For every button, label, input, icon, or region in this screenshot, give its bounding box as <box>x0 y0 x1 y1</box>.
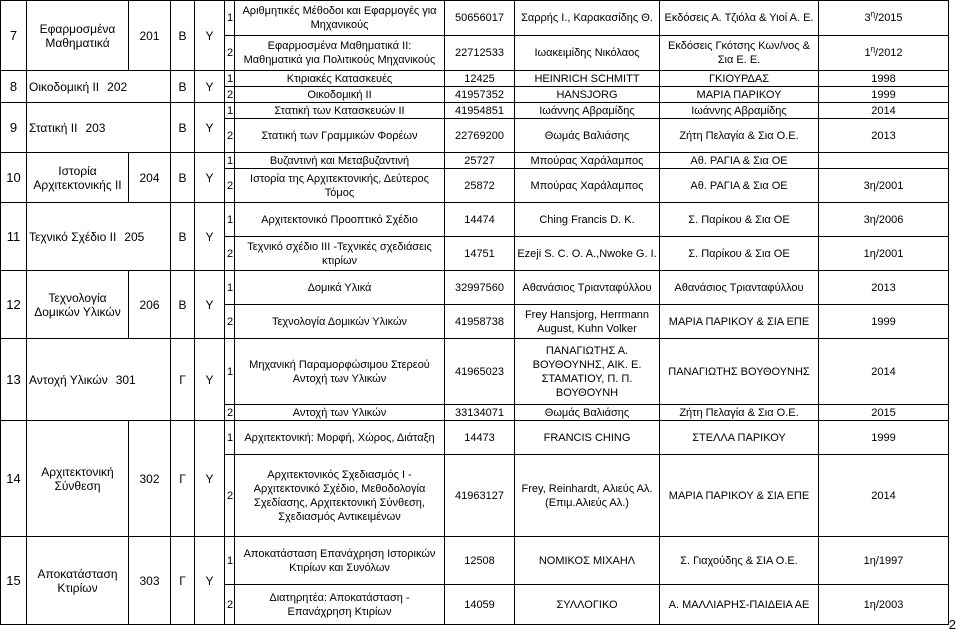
book-authors: Αθανάσιος Τριανταφύλλου <box>515 271 660 305</box>
course-code: 301 <box>115 372 136 387</box>
book-publisher: ΠΑΝΑΓΙΩΤΗΣ ΒΟΥΘΟΥΝΗΣ <box>660 339 819 405</box>
book-title: Δομικά Υλικά <box>235 271 445 305</box>
book-authors: Ezeji S. C. O. A.,Nwoke G. I. <box>515 237 660 271</box>
course-semester: Β <box>171 271 195 339</box>
book-title: Στατική των Κατασκευών ΙΙ <box>235 103 445 119</box>
book-year: 2013 <box>819 271 949 305</box>
book-publisher: Σ. Παρίκου & Σια ΟΕ <box>660 203 819 237</box>
book-edition-sup: η <box>870 9 876 19</box>
book-code: 14059 <box>445 585 515 625</box>
course-type: Υ <box>195 103 225 153</box>
book-publisher: Ιωάννης Αβραμίδης <box>660 103 819 119</box>
course-semester: Β <box>171 153 195 203</box>
book-year <box>819 36 949 71</box>
course-type: Υ <box>195 421 225 537</box>
book-authors: Θωμάς Βαλιάσης <box>515 405 660 421</box>
book-year <box>819 1 949 36</box>
course-title <box>27 103 171 153</box>
book-authors: Μπούρας Χαράλαμπος <box>515 169 660 203</box>
book-index: 2 <box>225 405 235 421</box>
book-code: 41954851 <box>445 103 515 119</box>
book-year: 3η/2001 <box>819 169 949 203</box>
book-title: Βυζαντινή και Μεταβυζαντινή <box>235 153 445 169</box>
table-row <box>1 421 949 455</box>
course-type: Υ <box>195 203 225 271</box>
book-publisher: ΓΚΙΟΥΡΔΑΣ <box>660 71 819 87</box>
book-code: 14751 <box>445 237 515 271</box>
book-code: 12425 <box>445 71 515 87</box>
book-publisher: Αθ. ΡΑΓΙΑ & Σια ΟΕ <box>660 153 819 169</box>
table-row <box>1 203 949 237</box>
book-year: 1998 <box>819 71 949 87</box>
book-year: 2014 <box>819 339 949 405</box>
book-year: 2014 <box>819 455 949 537</box>
book-code: 22769200 <box>445 119 515 153</box>
book-code: 41963127 <box>445 455 515 537</box>
course-number: 13 <box>1 339 27 421</box>
book-publisher: Αθανάσιος Τριανταφύλλου <box>660 271 819 305</box>
book-index: 2 <box>225 87 235 103</box>
book-title: Αριθμητικές Μέθοδοι και Εφαρμογές για Μηχανικούς <box>235 1 445 36</box>
book-code: 25872 <box>445 169 515 203</box>
course-type: Υ <box>195 339 225 421</box>
book-publisher: Εκδόσεις Γκότσης Κων/νος & Σια Ε. Ε. <box>660 36 819 71</box>
book-code: 22712533 <box>445 36 515 71</box>
course-type: Υ <box>195 537 225 625</box>
course-title-text: Τεχνικό Σχέδιο ΙΙ <box>29 229 117 244</box>
book-title: Μηχανική Παραμορφώσιμου Στερεού Αντοχή των Υλικών <box>235 339 445 405</box>
book-index: 2 <box>225 169 235 203</box>
book-publisher: Ζήτη Πελαγία & Σια Ο.Ε. <box>660 119 819 153</box>
book-year: 2013 <box>819 119 949 153</box>
book-title: Αρχιτεκτονικό Προοπτικό Σχέδιο <box>235 203 445 237</box>
book-edition-sup: η <box>870 44 876 54</box>
book-code: 41965023 <box>445 339 515 405</box>
book-title: Οικοδομική ΙΙ <box>235 87 445 103</box>
book-year-text: /2015 <box>875 12 903 24</box>
course-number: 15 <box>1 537 27 625</box>
course-code: 205 <box>124 229 145 244</box>
book-year: 2015 <box>819 405 949 421</box>
course-title <box>27 71 171 103</box>
book-authors: Ιωακειμίδης Νικόλαος <box>515 36 660 71</box>
book-edition: 3 <box>864 12 871 24</box>
book-index: 1 <box>225 271 235 305</box>
book-publisher: Σ. Παρίκου & Σια ΟΕ <box>660 237 819 271</box>
course-type: Υ <box>195 71 225 103</box>
course-title-text: Οικοδομική ΙΙ <box>29 79 100 94</box>
book-code: 41957352 <box>445 87 515 103</box>
course-number: 12 <box>1 271 27 339</box>
course-code: 206 <box>129 271 171 339</box>
book-publisher: ΜΑΡΙΑ ΠΑΡΙΚΟΥ & ΣΙΑ ΕΠΕ <box>660 455 819 537</box>
course-title: Τεχνολογία Δομικών Υλικών <box>27 271 129 339</box>
book-title: Διατηρητέα: Αποκατάσταση - Επανάχρηση Κτιρίων <box>235 585 445 625</box>
course-semester: Β <box>171 103 195 153</box>
book-authors: Μπούρας Χαράλαμπος <box>515 153 660 169</box>
book-year: 1η/2001 <box>819 237 949 271</box>
book-year-text: /2012 <box>875 47 903 59</box>
book-authors: HEINRICH SCHMITT <box>515 71 660 87</box>
course-semester: Β <box>171 1 195 71</box>
book-publisher: ΜΑΡΙΑ ΠΑΡΙΚΟΥ <box>660 87 819 103</box>
book-index: 2 <box>225 237 235 271</box>
course-code: 302 <box>129 421 171 537</box>
book-publisher: Ζήτη Πελαγία & Σια Ο.Ε. <box>660 405 819 421</box>
course-title <box>27 203 171 271</box>
book-code: 50656017 <box>445 1 515 36</box>
book-year <box>819 153 949 169</box>
book-index: 1 <box>225 203 235 237</box>
course-code: 202 <box>107 79 128 94</box>
book-publisher: Αθ. ΡΑΓΙΑ & Σια ΟΕ <box>660 169 819 203</box>
book-year: 1η/1997 <box>819 537 949 585</box>
book-title: Τεχνικό σχέδιο ΙΙΙ -Τεχνικές σχεδιάσεις κτιρίων <box>235 237 445 271</box>
course-semester: Γ <box>171 421 195 537</box>
course-semester: Γ <box>171 537 195 625</box>
book-index: 1 <box>225 1 235 36</box>
course-code: 204 <box>129 153 171 203</box>
book-year: 2014 <box>819 103 949 119</box>
book-title: Ιστορία της Αρχιτεκτονικής, Δεύτερος Τόμος <box>235 169 445 203</box>
course-semester: Γ <box>171 339 195 421</box>
course-title: Εφαρμοσμένα Μαθηματικά <box>27 1 129 71</box>
book-authors: ΣΥΛΛΟΓΙΚΟ <box>515 585 660 625</box>
table-row <box>1 1 949 36</box>
course-title <box>27 339 171 421</box>
book-publisher: ΜΑΡΙΑ ΠΑΡΙΚΟΥ & ΣΙΑ ΕΠΕ <box>660 305 819 339</box>
book-code: 14473 <box>445 421 515 455</box>
book-authors: HANSJORG <box>515 87 660 103</box>
book-index: 1 <box>225 537 235 585</box>
book-authors: FRANCIS CHING <box>515 421 660 455</box>
table-row <box>1 71 949 87</box>
book-index: 1 <box>225 421 235 455</box>
table-row <box>1 103 949 119</box>
book-authors: Σαρρής Ι., Καρακασίδης Θ. <box>515 1 660 36</box>
course-number: 10 <box>1 153 27 203</box>
course-title: Αποκατάσταση Κτιρίων <box>27 537 129 625</box>
book-code: 14474 <box>445 203 515 237</box>
book-index: 1 <box>225 153 235 169</box>
book-index: 1 <box>225 103 235 119</box>
course-type: Υ <box>195 1 225 71</box>
book-index: 2 <box>225 119 235 153</box>
book-code: 33134071 <box>445 405 515 421</box>
course-title: Ιστορία Αρχιτεκτονικής ΙΙ <box>27 153 129 203</box>
book-index: 1 <box>225 339 235 405</box>
book-publisher: ΣΤΕΛΛΑ ΠΑΡΙΚΟΥ <box>660 421 819 455</box>
book-publisher: Α. ΜΑΛΛΙΑΡΗΣ-ΠΑΙΔΕΙΑ ΑΕ <box>660 585 819 625</box>
course-semester: Β <box>171 71 195 103</box>
course-number: 14 <box>1 421 27 537</box>
book-year: 1η/2003 <box>819 585 949 625</box>
book-authors: Frey Hansjorg, Herrmann August, Kuhn Volker <box>515 305 660 339</box>
book-title: Τεχνολογία Δομικών Υλικών <box>235 305 445 339</box>
course-title-text: Αντοχή Υλικών <box>29 372 108 387</box>
book-authors: Frey, Reinhardt, Αλιεύς Αλ. (Επιμ.Αλιεύς Αλ.) <box>515 455 660 537</box>
book-year: 1999 <box>819 421 949 455</box>
course-type: Υ <box>195 271 225 339</box>
book-code: 12508 <box>445 537 515 585</box>
book-index: 2 <box>225 36 235 71</box>
book-code: 41958738 <box>445 305 515 339</box>
book-index: 2 <box>225 305 235 339</box>
course-code: 203 <box>85 120 106 135</box>
book-authors: ΠΑΝΑΓΙΩΤΗΣ Α. ΒΟΥΘΟΥΝΗΣ, ΑΙΚ. Ε. ΣΤΑΜΑΤΙΟΥ, Π. Π. ΒΟΥΘΟΥΝΗ <box>515 339 660 405</box>
book-title: Αντοχή των Υλικών <box>235 405 445 421</box>
book-year: 3η/2006 <box>819 203 949 237</box>
course-code: 201 <box>129 1 171 71</box>
course-number: 9 <box>1 103 27 153</box>
book-authors: Ching Francis D. K. <box>515 203 660 237</box>
book-index: 2 <box>225 455 235 537</box>
book-code: 32997560 <box>445 271 515 305</box>
table-row <box>1 271 949 305</box>
book-year: 1999 <box>819 87 949 103</box>
book-publisher: Σ. Γιαχούδης & ΣΙΑ Ο.Ε. <box>660 537 819 585</box>
book-title: Στατική των Γραμμικών Φορέων <box>235 119 445 153</box>
book-authors: Θωμάς Βαλιάσης <box>515 119 660 153</box>
course-number: 8 <box>1 71 27 103</box>
course-title: Αρχιτεκτονική Σύνθεση <box>27 421 129 537</box>
course-code: 303 <box>129 537 171 625</box>
book-title: Αρχιτεκτονική: Μορφή, Χώρος, Διάταξη <box>235 421 445 455</box>
book-index: 1 <box>225 71 235 87</box>
course-number: 11 <box>1 203 27 271</box>
course-number: 7 <box>1 1 27 71</box>
book-edition: 1 <box>864 47 871 59</box>
book-title: Αποκατάσταση Επανάχρηση Ιστορικών Κτιρίων και Συνόλων <box>235 537 445 585</box>
table-row <box>1 153 949 169</box>
table-row <box>1 537 949 585</box>
book-title: Εφαρμοσμένα Μαθηματικά ΙΙ: Μαθηματικά για Πολιτικούς Μηχανικούς <box>235 36 445 71</box>
course-semester: Β <box>171 203 195 271</box>
course-type: Υ <box>195 153 225 203</box>
book-authors: Ιωάννης Αβραμίδης <box>515 103 660 119</box>
book-index: 2 <box>225 585 235 625</box>
page-number: 2 <box>948 617 956 632</box>
book-title: Κτιριακές Κατασκευές <box>235 71 445 87</box>
book-authors: ΝΟΜΙΚΟΣ ΜΙΧΑΗΛ <box>515 537 660 585</box>
book-year: 1999 <box>819 305 949 339</box>
table-row <box>1 339 949 405</box>
course-title-text: Στατική ΙΙ <box>29 120 78 135</box>
book-code: 25727 <box>445 153 515 169</box>
book-title: Αρχιτεκτονικός Σχεδιασμός Ι - Αρχιτεκτονικό Σχέδιο, Μεθοδολογία Σχεδίασης, Αρχιτεκτονική Σύνθεση, Σχεδιασμός Αντικειμένων <box>235 455 445 537</box>
book-publisher: Εκδόσεις Α. Τζιόλα & Υιοί Α. Ε. <box>660 1 819 36</box>
